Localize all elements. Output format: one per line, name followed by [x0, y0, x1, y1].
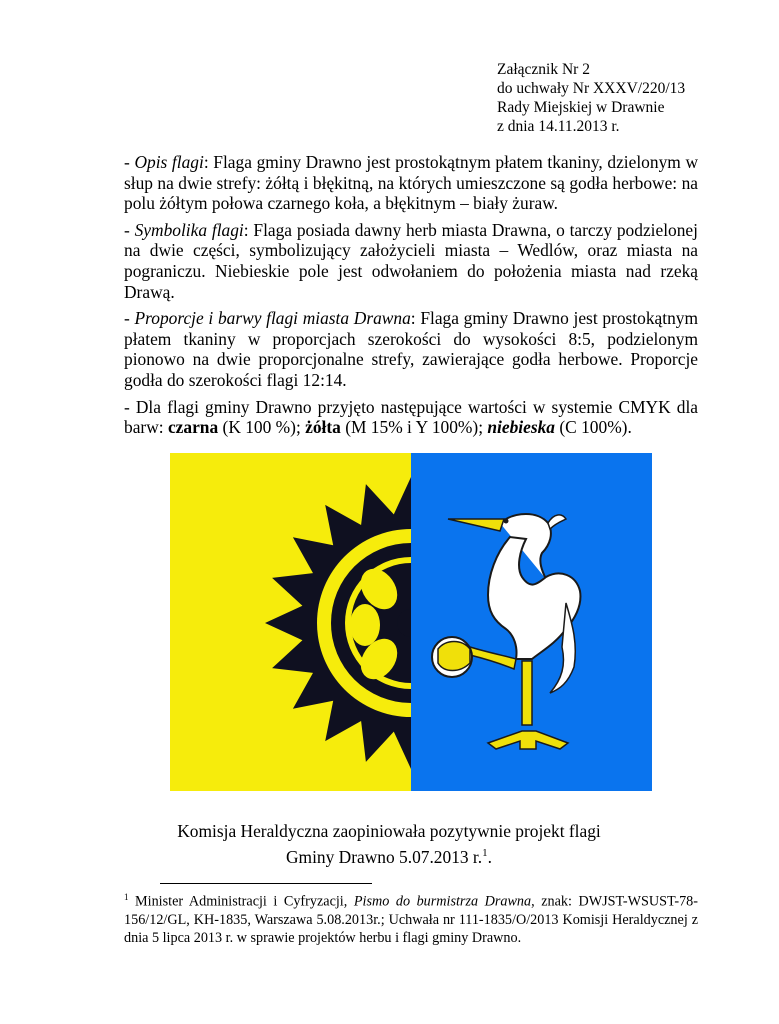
- cmyk-black-value: (K 100 %);: [218, 417, 306, 438]
- paragraph-cmyk: [124, 397, 698, 438]
- cmyk-black-label: czarna: [167, 417, 219, 438]
- cmyk-intro: - Dla flagi gminy Drawno przyjęto następujące wartości w systemie CMYK dla barw:: [124, 396, 698, 438]
- footnote-text-a: Minister Administracji i Cyfryzacji,: [128, 893, 354, 910]
- cmyk-yellow-value: (M 15% i Y 100%);: [340, 417, 488, 438]
- text-flag-symbolism: : Flaga posiada dawny herb miasta Drawna, o tarczy podzielonej na dwie części, symbolizujący założycieli miasta – Wedlów, oraz miasta na pograniczu. Niebieskie pole jest odwołaniem do położenia miasta nad rzeką Drawą.: [124, 219, 698, 302]
- paragraph-flag-description: - Opis flagi: Flaga gminy Drawno jest prostokątnym płatem tkaniny, dzielonym w słup na dwie strefy: żółtą i błękitną, na których umieszczone są godła herbowe: na polu żółtym połowa czarnego koła, a błękitnym – biały żuraw.: [124, 152, 698, 214]
- cmyk-blue-label: niebieska: [487, 417, 556, 438]
- council-name: Rady Miejskiej w Drawnie: [497, 99, 665, 116]
- footnote-reference[interactable]: 1: [482, 847, 488, 859]
- text-flag-proportions: : Flaga gminy Drawno jest prostokątnym płatem tkaniny w proporcjach szerokości do wysokości 8:5, podzielonym pionowo na dwie proporcjonalne strefy, zawierające godła herbowe. Proporcje godła do szerokości flagi 12:14.: [124, 308, 698, 390]
- resolution-date: z dnia 14.11.2013 r.: [497, 118, 620, 135]
- caption-line-1: Komisja Heraldyczna zaopiniowała pozytywnie projekt flagi: [177, 821, 601, 841]
- document-body: [124, 152, 698, 438]
- cmyk-blue-value: (C 100%).: [555, 417, 632, 438]
- paragraph-flag-symbolism: - Symbolika flagi: Flaga posiada dawny herb miasta Drawna, o tarczy podzielonej na dwie części, symbolizujący założycieli miasta – Wedlów, oraz miasta na pograniczu. Niebieskie pole jest odwołaniem do położenia miasta nad rzeką Drawą.: [124, 219, 698, 302]
- attachment-header: [497, 60, 685, 136]
- label-flag-description: Opis flagi: [134, 152, 204, 172]
- resolution-number: do uchwały Nr XXXV/220/13: [497, 80, 686, 97]
- heraldic-commission-caption: [124, 820, 654, 868]
- footnote-title: Pismo do burmistrza Drawna: [353, 893, 532, 910]
- label-flag-symbolism: Symbolika flagi: [134, 219, 244, 240]
- footnote: [124, 888, 698, 947]
- footnote-mark: 1: [124, 892, 129, 902]
- attachment-number: Załącznik Nr 2: [497, 61, 590, 78]
- label-flag-proportions: Proporcje i barwy flagi miasta Drawna: [134, 308, 411, 329]
- caption-end: .: [487, 846, 492, 867]
- text-flag-description: : Flaga gminy Drawno jest prostokątnym płatem tkaniny, dzielonym w słup na dwie strefy: żółtą i błękitną, na których umieszczone są godła herbowe: na polu żółtym połowa czarnego koła, a błękitnym – biały żuraw.: [124, 152, 698, 214]
- caption-line-2: [124, 842, 654, 868]
- paragraph-flag-proportions: - Proporcje i barwy flagi miasta Drawna: Flaga gminy Drawno jest prostokątnym płatem tkaniny w proporcjach szerokości do wysokości 8:5, podzielonym pionowo na dwie proporcjonalne strefy, zawierające godła herbowe. Proporcje godła do szerokości flagi 12:14.: [124, 308, 698, 390]
- cmyk-yellow-label: żółta: [305, 417, 341, 438]
- caption-date: Gminy Drawno 5.07.2013 r.: [286, 846, 483, 867]
- drawno-flag-image: [170, 453, 652, 791]
- footnote-separator: [160, 883, 372, 884]
- footnote-text-b: , znak: DWJST-WSUST-78-156/12/GL, KH-1835, Warszawa 5.08.2013r.; Uchwała nr 111-1835/O/2013 Komisji Heraldycznej z dnia 5 lipca 2013 r. w sprawie projektów herbu i flagi gminy Drawno.: [124, 893, 698, 946]
